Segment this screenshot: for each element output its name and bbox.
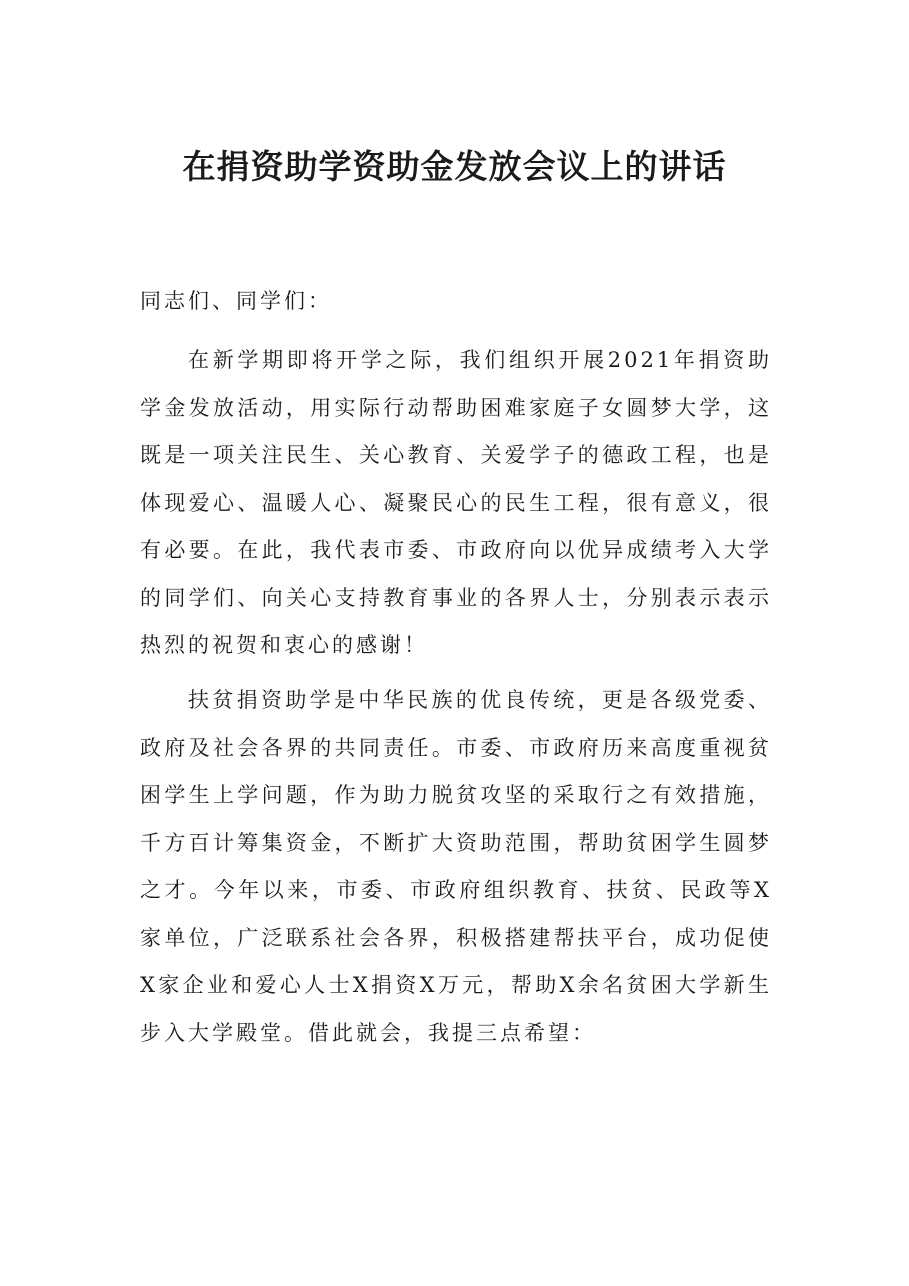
- paragraph-2: 扶贫捐资助学是中华民族的优良传统，更是各级党委、政府及社会各界的共同责任。市委、市政府历来高度重视贫困学生上学问题，作为助力脱贫攻坚的采取行之有效措施，千方百计筹集资金，不断扩大资助范围，帮助贫困学生圆梦之才。今年以来，市委、市政府组织教育、扶贫、民政等X家单位，广泛联系社会各界，积极搭建帮扶平台，成功促使X家企业和爱心人士X捐资X万元，帮助X余名贫困大学新生步入大学殿堂。借此就会，我提三点希望：: [140, 688, 772, 1045]
- salutation: 同志们、同学们：: [140, 289, 332, 313]
- paragraph-1: 在新学期即将开学之际，我们组织开展2021年捐资助学金发放活动，用实际行动帮助困难家庭子女圆梦大学，这既是一项关注民生、关心教育、关爱学子的德政工程，也是体现爱心、温暖人心、凝聚民心的民生工程，很有意义，很有必要。在此，我代表市委、市政府向以优异成绩考入大学的同学们、向关心支持教育事业的各界人士，分别表示表示热烈的祝贺和衷心的感谢！: [140, 348, 772, 657]
- document-title: 在捐资助学资助金发放会议上的讲话: [182, 147, 727, 186]
